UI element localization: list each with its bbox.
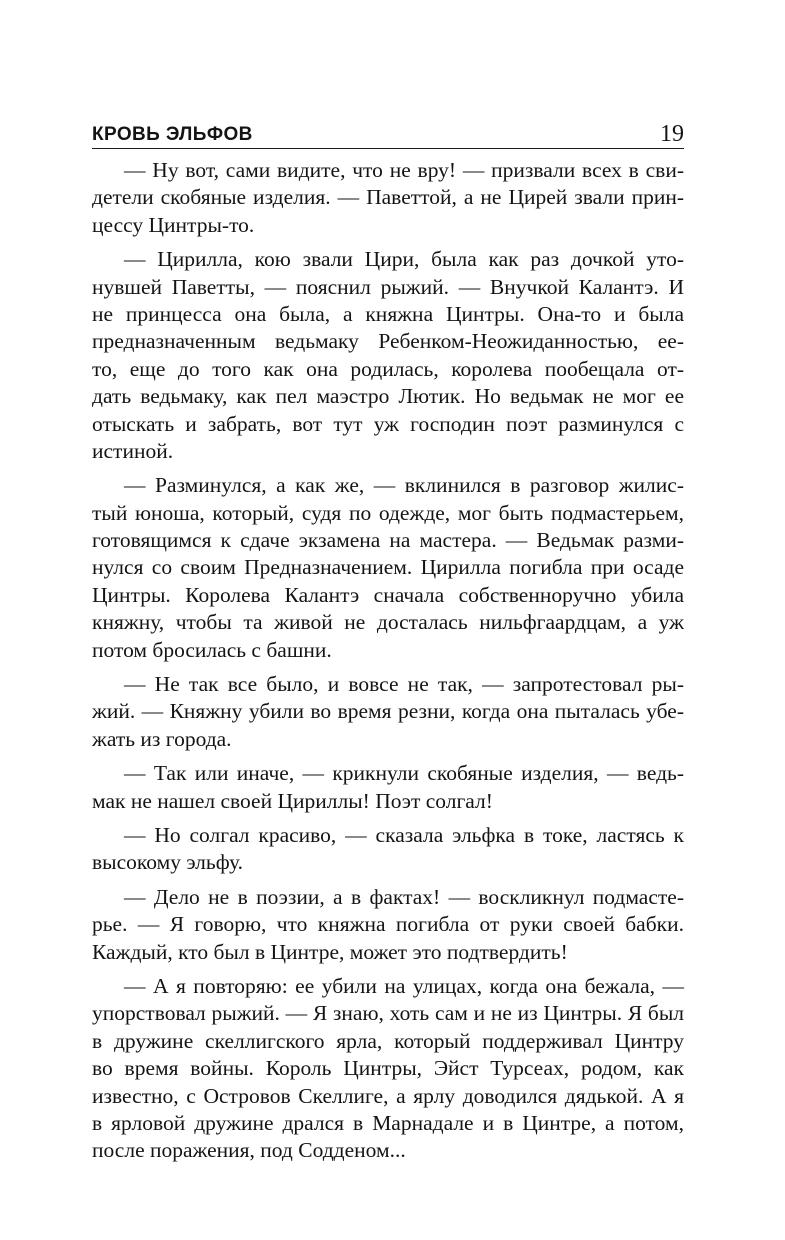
text-line: рье. — Я говорю, что княжна погибла от руки своей бабки.: [92, 912, 684, 937]
text-line: дать ведьмаку, как пел маэстро Лютик. Но ведьмак не мог ее: [92, 384, 684, 409]
text-line: жать из города.: [92, 726, 232, 751]
text-line: мак не нашел своей Цириллы! Поэт солгал!: [92, 788, 493, 813]
text-line: тый юноша, который, судя по одежде, мог быть подмастерьем,: [92, 500, 684, 525]
text-line: истиной.: [92, 438, 174, 463]
text-line: готовящимся к сдаче экзамена на мастера. — Ведьмак разми-: [92, 528, 684, 553]
text-line: потом бросилась с башни.: [92, 637, 332, 662]
text-line: после поражения, под Содденом...: [92, 1138, 406, 1163]
paragraph: [92, 472, 684, 664]
paragraph: [92, 760, 684, 815]
text-line: в дружине скеллигского ярла, который поддерживал Цинтру: [92, 1028, 684, 1053]
running-header: [92, 112, 684, 149]
text-line: — Не так все было, и вовсе не так, — запротестовал ры-: [124, 672, 684, 697]
text-line: — Разминулся, а как же, — вклинился в разговор жилис-: [124, 473, 684, 498]
text-line: Цинтры. Королева Калантэ сначала собственноручно убила: [92, 582, 684, 607]
text-line: — Цирилла, кою звали Цири, была как раз дочкой уто-: [124, 247, 684, 272]
text-line: жий. — Княжну убили во время резни, когда она пыталась убе-: [92, 699, 684, 724]
running-title: КРОВЬ ЭЛЬФОВ: [92, 124, 253, 145]
text-line: предназначенным ведьмаку Ребенком-Неожиданностью, ее-: [92, 329, 684, 354]
text-line: высокому эльфу.: [92, 850, 244, 875]
text-line: — Дело не в поэзии, а в фактах! — воскликнул подмасте-: [124, 884, 684, 909]
text-line: нувшей Паветты, — пояснил рыжий. — Внучкой Калантэ. И: [92, 274, 684, 299]
text-line: во время войны. Король Цинтры, Эйст Турсеах, родом, как: [92, 1056, 684, 1081]
paragraph: [92, 246, 684, 465]
text-line: нулся со своим Предназначением. Цирилла погибла при осаде: [92, 555, 684, 580]
text-line: то, еще до того как она родилась, королева пообещала от-: [92, 356, 684, 381]
text-line: отыскать и забрать, вот тут уж господин поэт разминулся с: [92, 411, 684, 436]
text-line: не принцесса она была, а княжна Цинтры. Она-то и была: [92, 301, 684, 326]
paragraph: [92, 157, 684, 239]
page-number: 19: [660, 121, 684, 147]
paragraph: [92, 822, 684, 877]
paragraph: [92, 973, 684, 1165]
text-line: Каждый, кто был в Цинтре, может это подтвердить!: [92, 939, 568, 964]
paragraph: [92, 884, 684, 966]
text-line: цессу Цинтры-то.: [92, 212, 255, 237]
text-line: — Но солгал красиво, — сказала эльфка в токе, ластясь к: [124, 822, 684, 847]
text-line: упорствовал рыжий. — Я знаю, хоть сам и не из Цинтры. Я был: [92, 1001, 684, 1026]
paragraph: [92, 671, 684, 753]
text-line: — Ну вот, сами видите, что не вру! — призвали всех в сви-: [124, 158, 684, 182]
book-page: [92, 112, 684, 1172]
text-line: известно, с Островов Скеллиге, а ярлу доводился дядькой. А я: [92, 1083, 684, 1108]
text-line: детели скобяные изделия. — Паветтой, а не Цирей звали прин-: [92, 185, 684, 210]
text-line: в ярловой дружине дрался в Марнадале и в Цинтре, а потом,: [92, 1110, 684, 1135]
body-text: [92, 157, 684, 1165]
text-line: княжну, чтобы та живой не досталась нильфгаардцам, а уж: [92, 610, 684, 635]
text-line: — А я повторяю: ее убили на улицах, когда она бежала, —: [124, 973, 684, 998]
text-line: — Так или иначе, — крикнули скобяные изделия, — ведь-: [124, 761, 684, 786]
